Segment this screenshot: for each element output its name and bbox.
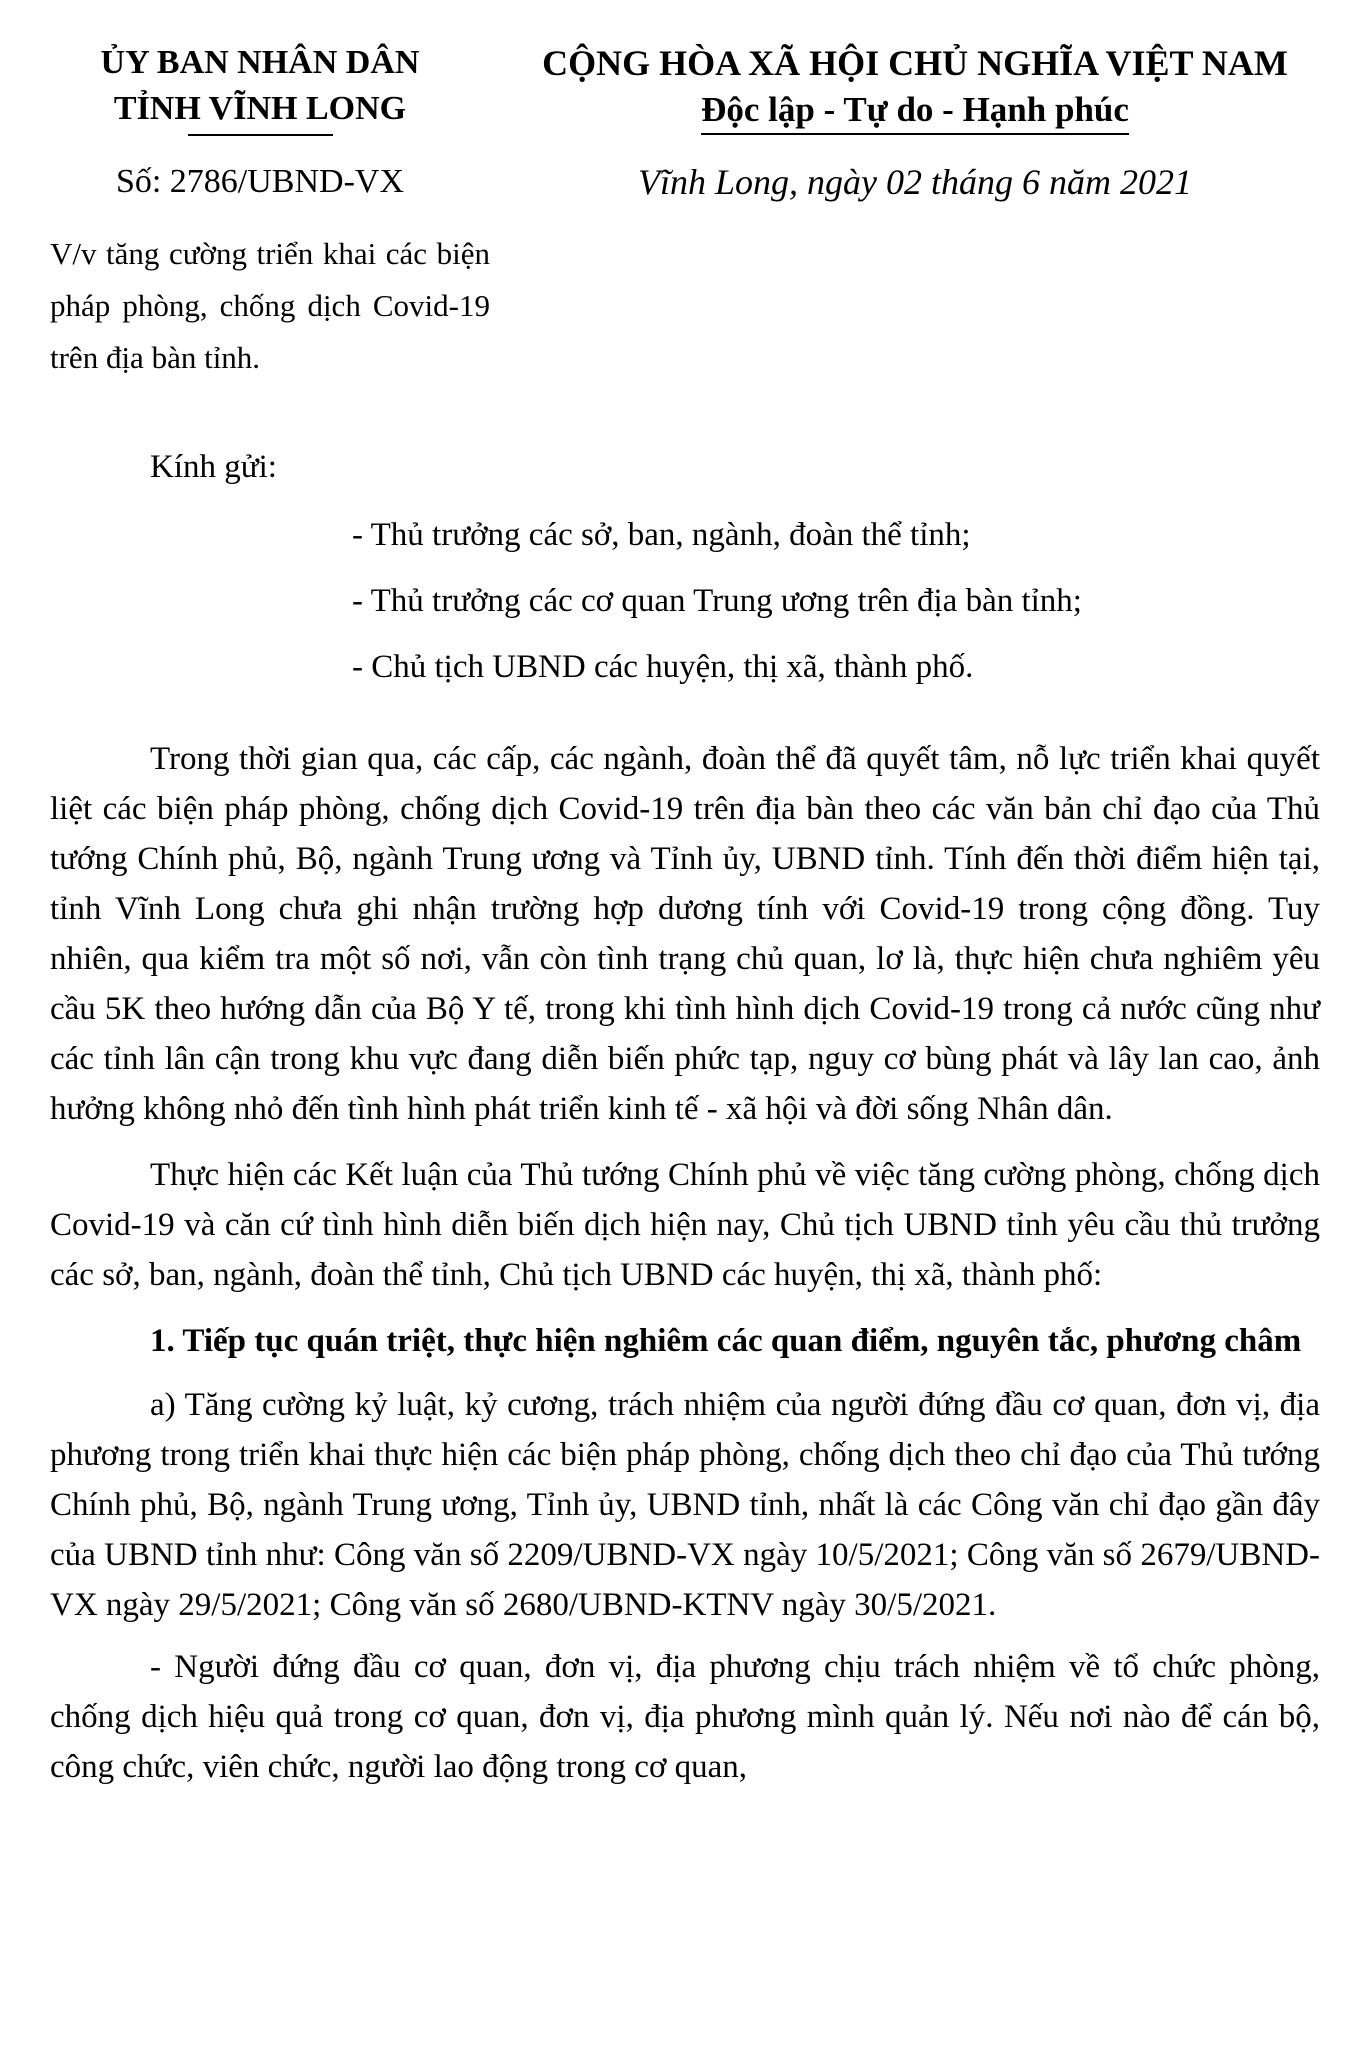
authority-line-2: TỈNH VĨNH LONG xyxy=(113,90,407,127)
authority-line-1: ỦY BAN NHÂN DÂN xyxy=(100,44,420,81)
recipient-list xyxy=(50,502,1320,700)
body-paragraph-1: Trong thời gian qua, các cấp, các ngành, đoàn thể đã quyết tâm, nỗ lực triển khai quyết liệt các biện pháp phòng, chống dịch Covid-19 trên địa bàn theo các văn bản chỉ đạo của Thủ tướng Chính phủ, Bộ, ngành Trung ương và Tỉnh ủy, UBND tỉnh. Tính đến thời điểm hiện tại, tỉnh Vĩnh Long chưa ghi nhận trường hợp dương tính với Covid-19 trong cộng đồng. Tuy nhiên, qua kiểm tra một số nơi, vẫn còn tình trạng chủ quan, lơ là, thực hiện chưa nghiêm yêu cầu 5K theo hướng dẫn của Bộ Y tế, trong khi tình hình dịch Covid-19 trong cả nước cũng như các tỉnh lân cận trong khu vực đang diễn biến phức tạp, nguy cơ bùng phát và lây lan cao, ảnh hưởng không nhỏ đến tình hình phát triển kinh tế - xã hội và đời sống Nhân dân. xyxy=(50,741,1320,1127)
body-paragraph-2: Thực hiện các Kết luận của Thủ tướng Chính phủ về việc tăng cường phòng, chống dịch Covid-19 và căn cứ tình hình diễn biến dịch hiện nay, Chủ tịch UBND tỉnh yêu cầu thủ trưởng các sở, ban, ngành, đoàn thể tỉnh, Chủ tịch UBND các huyện, thị xã, thành phố: xyxy=(50,1157,1320,1293)
body-paragraph-4: - Người đứng đầu cơ quan, đơn vị, địa phương chịu trách nhiệm về tổ chức phòng, chống dịch hiệu quả trong cơ quan, đơn vị, địa phương mình quản lý. Nếu nơi nào để cán bộ, công chức, viên chức, người lao động trong cơ quan, xyxy=(50,1649,1320,1785)
nation-name: CỘNG HÒA XÃ HỘI CHỦ NGHĨA VIỆT NAM xyxy=(542,43,1288,83)
national-motto: Độc lập - Tự do - Hạnh phúc xyxy=(701,89,1129,135)
recipient-item: - Thủ trưởng các cơ quan Trung ương trên địa bàn tỉnh; xyxy=(352,583,1082,619)
document-subject: V/v tăng cường triển khai các biện pháp phòng, chống dịch Covid-19 trên địa bàn tỉnh. xyxy=(50,236,490,375)
salutation: Kính gửi: xyxy=(150,449,277,485)
document-body xyxy=(50,438,1320,1808)
section-heading-1: 1. Tiếp tục quán triệt, thực hiện nghiêm các quan điểm, nguyên tắc, phương châm xyxy=(150,1323,1302,1359)
body-paragraph-3: a) Tăng cường kỷ luật, kỷ cương, trách nhiệm của người đứng đầu cơ quan, đơn vị, địa phương trong triển khai thực hiện các biện pháp phòng, chống dịch theo chỉ đạo của Thủ tướng Chính phủ, Bộ, ngành Trung ương, Tỉnh ủy, UBND tỉnh, nhất là các Công văn chỉ đạo gần đây của UBND tỉnh như: Công văn số 2209/UBND-VX ngày 10/5/2021; Công văn số 2679/UBND-VX ngày 29/5/2021; Công văn số 2680/UBND-KTNV ngày 30/5/2021. xyxy=(50,1387,1320,1623)
authority-underline xyxy=(188,134,333,136)
place-and-date: Vĩnh Long, ngày 02 tháng 6 năm 2021 xyxy=(638,162,1192,202)
document-number: Số: 2786/UBND-VX xyxy=(115,163,405,200)
issuing-authority xyxy=(50,40,470,136)
recipient-item: - Thủ trưởng các sở, ban, ngành, đoàn thể tỉnh; xyxy=(352,517,971,553)
recipient-item: - Chủ tịch UBND các huyện, thị xã, thành phố. xyxy=(352,649,974,685)
national-title xyxy=(490,40,1340,135)
